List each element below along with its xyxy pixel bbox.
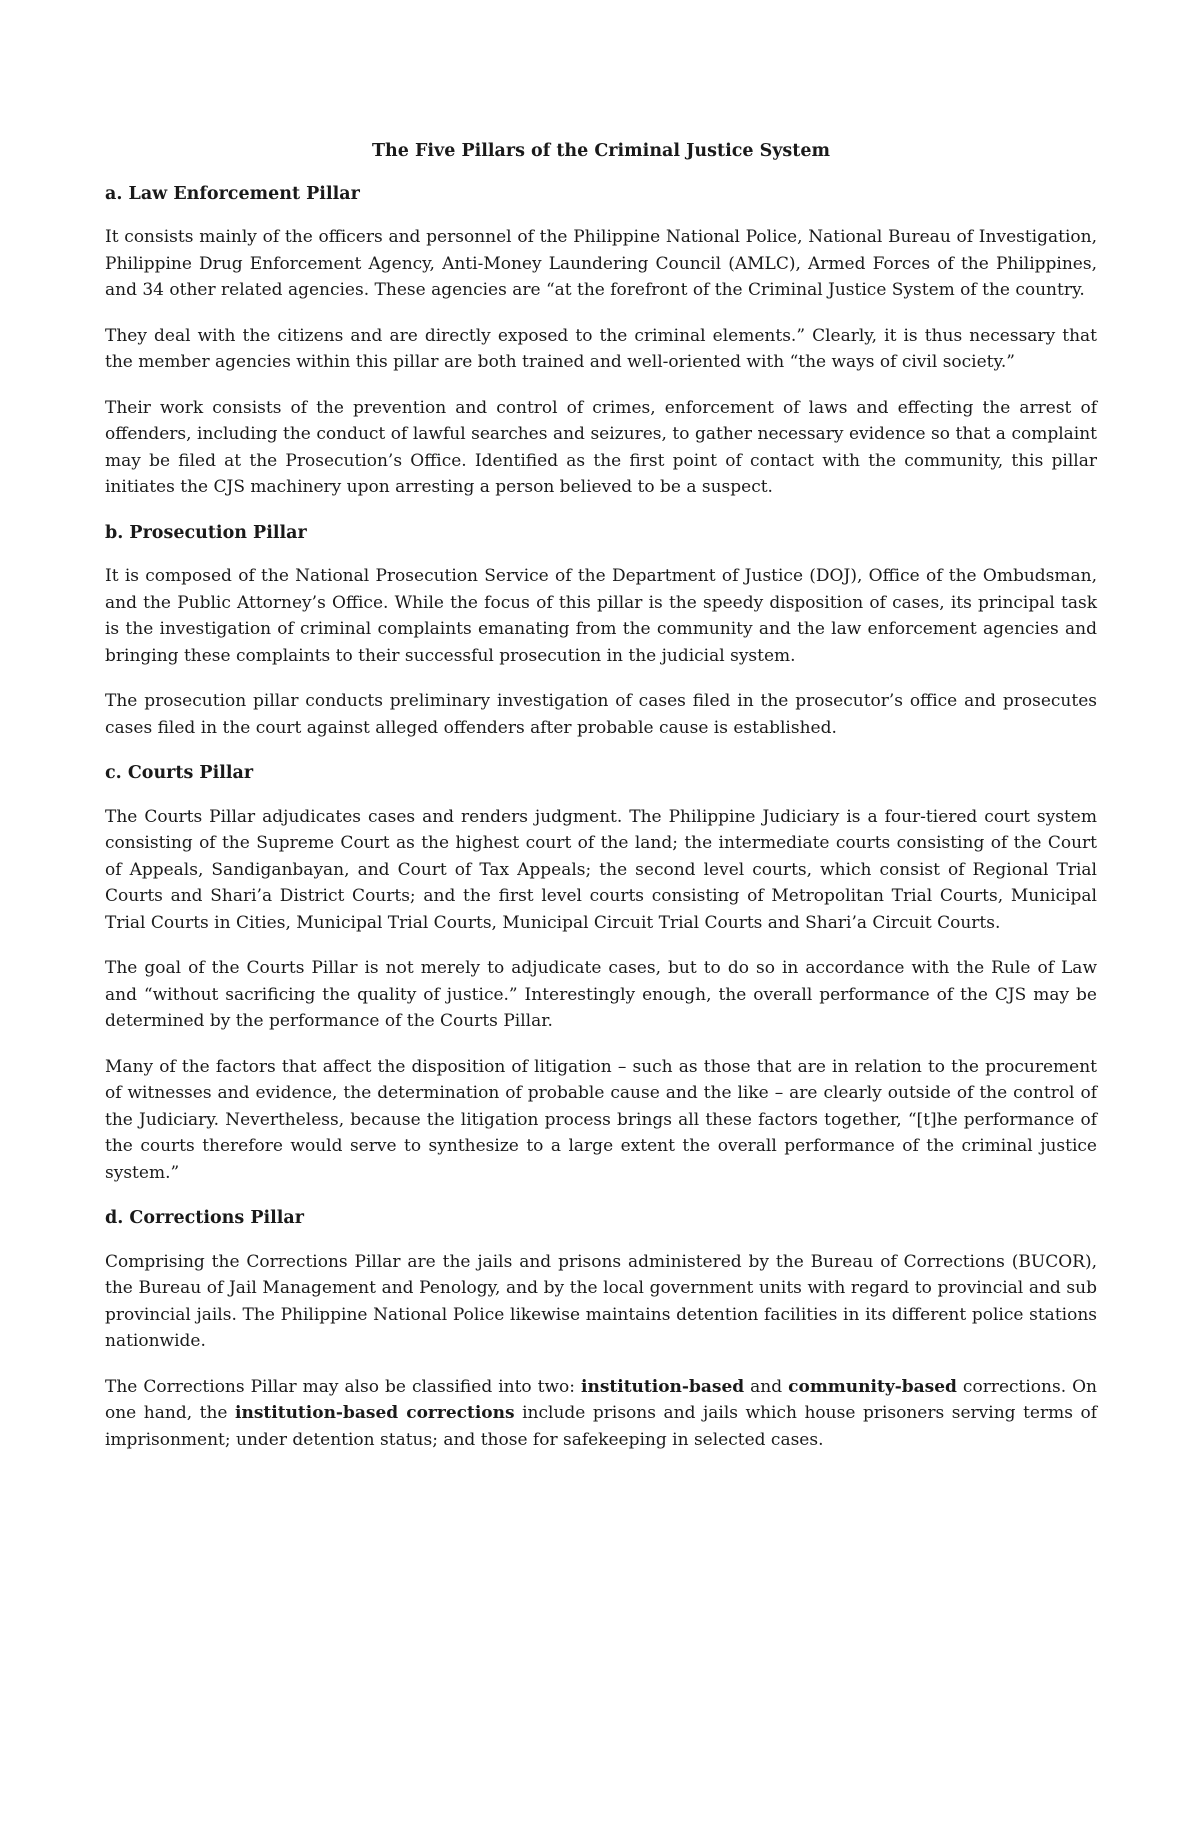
paragraph: Comprising the Corrections Pillar are the jails and prisons administered by the Bureau of Corrections (BUCOR), the Bureau of Jail Management and Penology, and by the local government units with regard to provincial and sub provincial jails. The Philippine National Police likewise maintains detention facilities in its different police stations nationwide.: [105, 1251, 1097, 1351]
section-heading-corrections: d. Corrections Pillar: [105, 1208, 304, 1228]
section-heading-prosecution: b. Prosecution Pillar: [105, 522, 307, 543]
page-title: The Five Pillars of the Criminal Justice System: [372, 141, 830, 161]
section-heading-law-enforcement: a. Law Enforcement Pillar: [105, 183, 360, 204]
bold-term: institution-based: [581, 1376, 745, 1397]
paragraph: Their work consists of the prevention and control of crimes, enforcement of laws and effecting the arrest of offenders, including the conduct of lawful searches and seizures, to gather necessary evidence so that a complaint may be filed at the Prosecution’s Office. Identified as the first point of contact with the community, this pillar initiates the CJS machinery upon arresting a person believed to be a suspect.: [105, 397, 1097, 497]
text-run: include prisons and jails which house prisoners serving terms of imprisonment; under detention status; and those for safekeeping in selected cases.: [105, 1403, 1097, 1450]
section-heading-courts: c. Courts Pillar: [105, 763, 254, 783]
text-run: The Corrections Pillar may also be classified into two:: [105, 1376, 581, 1397]
paragraph: It is composed of the National Prosecution Service of the Department of Justice (DOJ), Office of the Ombudsman, and the Public Attorney’s Office. While the focus of this pillar is the speedy disposition of cases, its principal task is the investigation of criminal complaints emanating from the community and the law enforcement agencies and bringing these complaints to their successful prosecution in the judicial system.: [105, 566, 1097, 666]
paragraph: It consists mainly of the officers and personnel of the Philippine National Police, National Bureau of Investigation, Philippine Drug Enforcement Agency, Anti-Money Laundering Council (AMLC), Armed Forces of the Philippines, and 34 other related agencies. These agencies are “at the forefront of the Criminal Justice System of the country.: [105, 227, 1097, 300]
text-run: and: [744, 1376, 789, 1397]
paragraph: Many of the factors that affect the disposition of litigation – such as those that are in relation to the procurement of witnesses and evidence, the determination of probable cause and the like – are clearly outside of the control of the Judiciary. Nevertheless, because the litigation process brings all these factors together, “[t]he performance of the courts therefore would serve to synthesize to a large extent the overall performance of the criminal justice system.”: [105, 1056, 1097, 1183]
text-run: corrections. On one hand, the: [105, 1376, 1097, 1423]
paragraph: They deal with the citizens and are directly exposed to the criminal elements.” Clearly, it is thus necessary that the member agencies within this pillar are both trained and well-oriented with “the ways of civil society.”: [105, 325, 1097, 372]
paragraph: The goal of the Courts Pillar is not merely to adjudicate cases, but to do so in accordance with the Rule of Law and “without sacrificing the quality of justice.” Interestingly enough, the overall performance of the CJS may be determined by the performance of the Courts Pillar.: [105, 958, 1097, 1031]
bold-term: institution-based corrections: [235, 1403, 515, 1423]
paragraph: The prosecution pillar conducts preliminary investigation of cases filed in the prosecutor’s office and prosecutes cases filed in the court against alleged offenders after probable cause is established.: [105, 691, 1097, 738]
bold-term: community-based: [788, 1376, 957, 1397]
paragraph: The Courts Pillar adjudicates cases and renders judgment. The Philippine Judiciary is a four-tiered court system consisting of the Supreme Court as the highest court of the land; the intermediate courts consisting of the Court of Appeals, Sandiganbayan, and Court of Tax Appeals; the second level courts, which consist of Regional Trial Courts and Shari’a District Courts; and the first level courts consisting of Metropolitan Trial Courts, Municipal Trial Courts in Cities, Municipal Trial Courts, Municipal Circuit Trial Courts and Shari’a Circuit Courts.: [105, 806, 1097, 933]
paragraph-classification: [105, 1374, 1097, 1454]
